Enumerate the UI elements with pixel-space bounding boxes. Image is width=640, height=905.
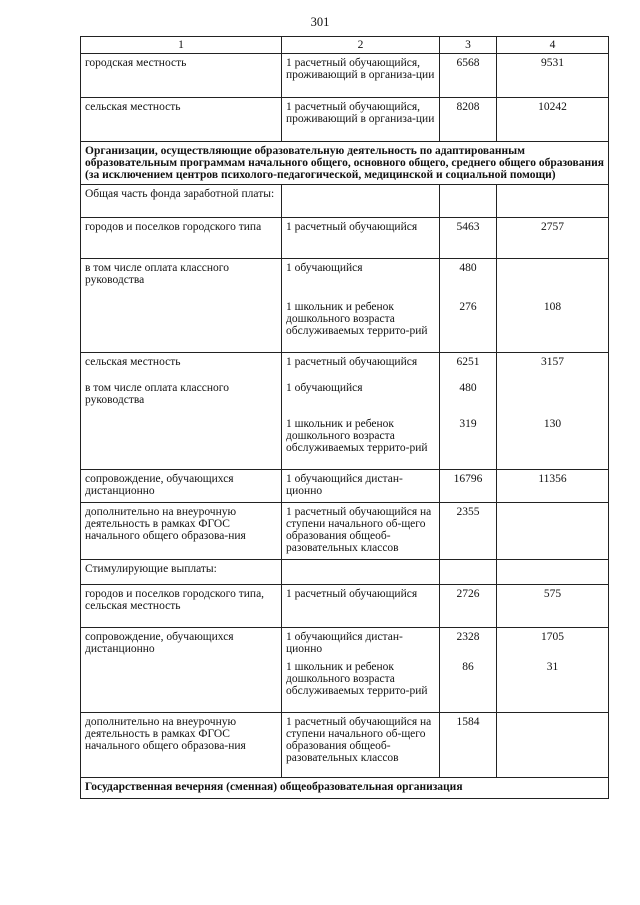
page-number: 301 bbox=[310, 15, 330, 29]
unit-cell bbox=[282, 185, 440, 218]
unit-cell: 1 школьник и ребенок дошкольного возраста обслуживаемых террито-рий bbox=[282, 658, 440, 713]
category-cell: сопровождение, обучающихся дистанционно bbox=[81, 470, 282, 503]
value-cell: 6251 bbox=[440, 353, 497, 380]
value-cell bbox=[497, 713, 609, 778]
allocation-table bbox=[80, 36, 609, 799]
unit-cell: 1 школьник и ребенок дошкольного возраста обслуживаемых террито-рий bbox=[282, 415, 440, 470]
value-cell bbox=[440, 560, 497, 585]
value-cell: 11356 bbox=[497, 470, 609, 503]
category-cell bbox=[81, 298, 282, 353]
value-cell: 86 bbox=[440, 658, 497, 713]
category-cell bbox=[81, 658, 282, 713]
category-cell: сопровождение, обучающихся дистанционно bbox=[81, 628, 282, 659]
value-cell: 16796 bbox=[440, 470, 497, 503]
table-row bbox=[81, 298, 609, 353]
column-header-row bbox=[81, 37, 609, 54]
value-cell: 575 bbox=[497, 585, 609, 628]
category-cell: в том числе оплата классного руководства bbox=[81, 379, 282, 415]
category-cell: дополнительно на внеурочную деятельность в рамках ФГОС начального общего образова-ния bbox=[81, 503, 282, 560]
value-cell: 1584 bbox=[440, 713, 497, 778]
value-cell: 2757 bbox=[497, 218, 609, 259]
section-heading: Государственная вечерняя (сменная) общеобразовательная организация bbox=[81, 778, 609, 799]
unit-cell: 1 обучающийся дистан-ционно bbox=[282, 628, 440, 659]
unit-cell: 1 обучающийся bbox=[282, 259, 440, 299]
unit-cell: 1 обучающийся bbox=[282, 379, 440, 415]
table-row bbox=[81, 713, 609, 778]
column-header: 3 bbox=[440, 37, 497, 54]
value-cell: 480 bbox=[440, 379, 497, 415]
value-cell: 108 bbox=[497, 298, 609, 353]
section-heading-row bbox=[81, 778, 609, 799]
table-row bbox=[81, 98, 609, 142]
table-row bbox=[81, 658, 609, 713]
table-row bbox=[81, 259, 609, 299]
category-cell: городов и поселков городского типа bbox=[81, 218, 282, 259]
category-cell: сельская местность bbox=[81, 353, 282, 380]
value-cell: 8208 bbox=[440, 98, 497, 142]
table-row bbox=[81, 54, 609, 98]
column-header: 1 bbox=[81, 37, 282, 54]
value-cell: 31 bbox=[497, 658, 609, 713]
unit-cell: 1 расчетный обучающийся bbox=[282, 218, 440, 259]
category-cell: Стимулирующие выплаты: bbox=[81, 560, 282, 585]
category-cell: сельская местность bbox=[81, 98, 282, 142]
value-cell: 130 bbox=[497, 415, 609, 470]
unit-cell: 1 расчетный обучающийся, проживающий в организа-ции bbox=[282, 54, 440, 98]
value-cell: 480 bbox=[440, 259, 497, 299]
unit-cell: 1 обучающийся дистан-ционно bbox=[282, 470, 440, 503]
value-cell: 2726 bbox=[440, 585, 497, 628]
unit-cell: 1 расчетный обучающийся, проживающий в организа-ции bbox=[282, 98, 440, 142]
value-cell: 319 bbox=[440, 415, 497, 470]
column-header: 2 bbox=[282, 37, 440, 54]
table-row bbox=[81, 218, 609, 259]
unit-cell: 1 расчетный обучающийся bbox=[282, 353, 440, 380]
unit-cell: 1 школьник и ребенок дошкольного возраста обслуживаемых террито-рий bbox=[282, 298, 440, 353]
value-cell: 2355 bbox=[440, 503, 497, 560]
section-heading-row bbox=[81, 142, 609, 185]
value-cell: 3157 bbox=[497, 353, 609, 380]
value-cell: 6568 bbox=[440, 54, 497, 98]
value-cell bbox=[497, 185, 609, 218]
category-cell: городская местность bbox=[81, 54, 282, 98]
category-cell: дополнительно на внеурочную деятельность в рамках ФГОС начального общего образова-ния bbox=[81, 713, 282, 778]
unit-cell bbox=[282, 560, 440, 585]
category-cell bbox=[81, 415, 282, 470]
value-cell: 276 bbox=[440, 298, 497, 353]
category-cell: в том числе оплата классного руководства bbox=[81, 259, 282, 299]
table-row bbox=[81, 628, 609, 659]
column-header: 4 bbox=[497, 37, 609, 54]
value-cell bbox=[497, 259, 609, 299]
unit-cell: 1 расчетный обучающийся bbox=[282, 585, 440, 628]
value-cell: 1705 bbox=[497, 628, 609, 659]
table-row bbox=[81, 353, 609, 380]
category-cell: Общая часть фонда заработной платы: bbox=[81, 185, 282, 218]
table-row bbox=[81, 503, 609, 560]
section-heading: Организации, осуществляющие образовательную деятельность по адаптированным образовательным программам начального общего, основного общего, среднего общего образования (за исключением центров психолого-педагогической, медицинской и социальной помощи) bbox=[81, 142, 609, 185]
value-cell: 5463 bbox=[440, 218, 497, 259]
value-cell: 10242 bbox=[497, 98, 609, 142]
unit-cell: 1 расчетный обучающийся на ступени начального об-щего образования общеоб-разовательных классов bbox=[282, 713, 440, 778]
unit-cell: 1 расчетный обучающийся на ступени начального об-щего образования общеоб-разовательных классов bbox=[282, 503, 440, 560]
table-row bbox=[81, 185, 609, 218]
value-cell bbox=[497, 560, 609, 585]
category-cell: городов и поселков городского типа, сельская местность bbox=[81, 585, 282, 628]
value-cell bbox=[497, 503, 609, 560]
value-cell bbox=[440, 185, 497, 218]
value-cell bbox=[497, 379, 609, 415]
table-row bbox=[81, 585, 609, 628]
table-row bbox=[81, 415, 609, 470]
value-cell: 2328 bbox=[440, 628, 497, 659]
table-row bbox=[81, 560, 609, 585]
table-row bbox=[81, 470, 609, 503]
table-row bbox=[81, 379, 609, 415]
value-cell: 9531 bbox=[497, 54, 609, 98]
